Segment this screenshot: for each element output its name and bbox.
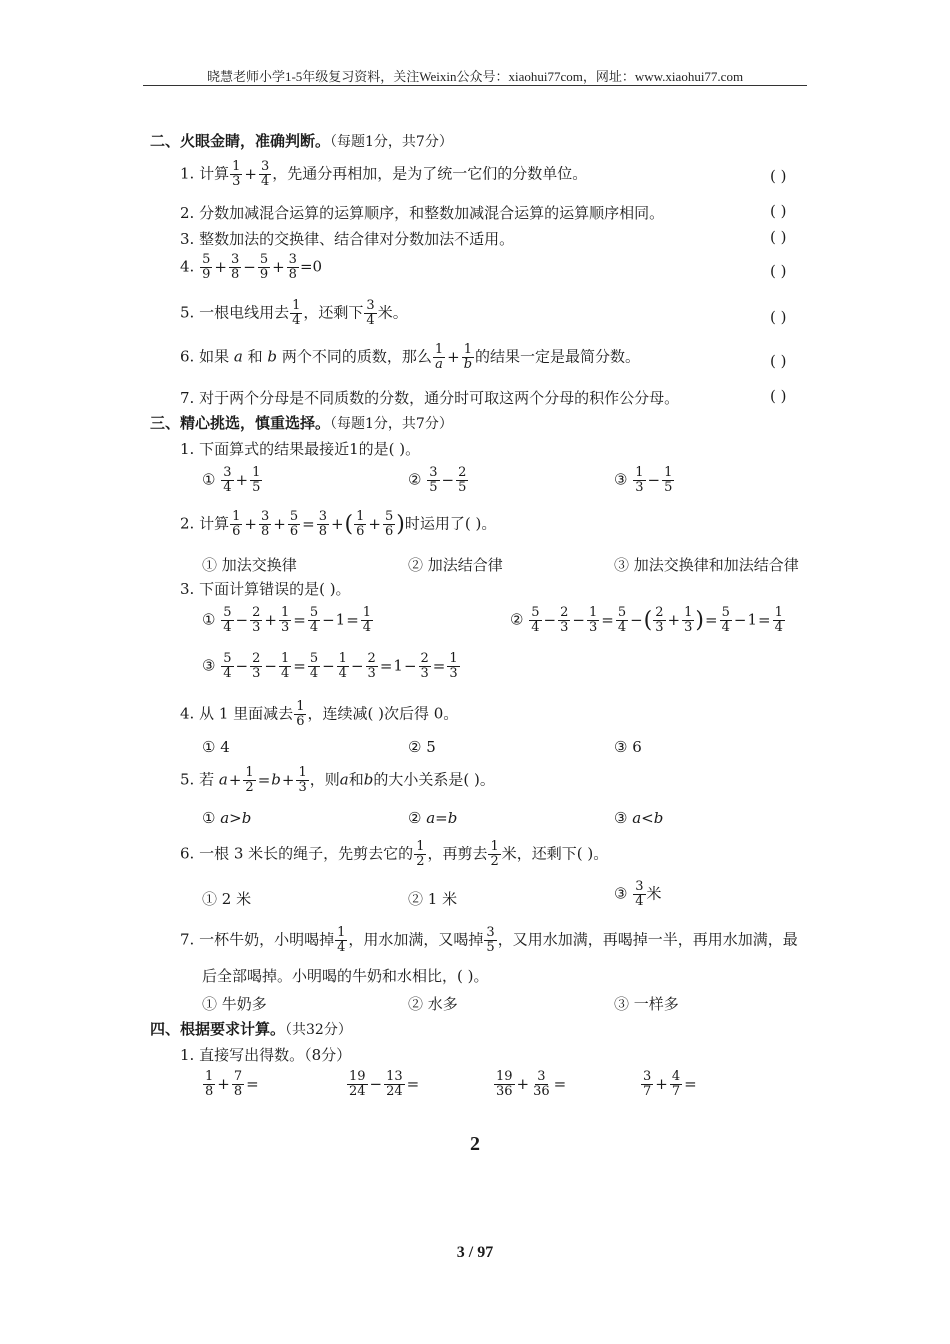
fraction bbox=[229, 253, 241, 282]
numerator: 1 bbox=[434, 342, 444, 357]
numerator: 1 bbox=[416, 839, 425, 854]
numerator: 4 bbox=[671, 1069, 681, 1084]
choice-question-3: 3. 下面计算错误的是( )。 bbox=[180, 580, 351, 598]
option-2[interactable]: ② $\frac{3}{5}$ − $\frac{2}{5}$ bbox=[408, 465, 467, 495]
section-2-title bbox=[150, 130, 453, 151]
answer-parentheses[interactable]: ( ) bbox=[770, 387, 787, 405]
option-marker: ③ bbox=[614, 809, 628, 827]
denominator: 2 bbox=[245, 780, 254, 795]
section-3-title-text: 三、精心挑选，慎重选择。 bbox=[150, 414, 331, 432]
denominator: 9 bbox=[259, 267, 269, 282]
answer-parentheses[interactable]: ( ) bbox=[770, 167, 787, 185]
option-text: a>b bbox=[220, 809, 252, 827]
denominator: 5 bbox=[458, 480, 467, 495]
option-marker: ② bbox=[408, 470, 422, 489]
denominator: b bbox=[463, 357, 473, 372]
numerator: 1 bbox=[298, 765, 307, 780]
oral-calc-2: $\frac{19}{24}$ − $\frac{13}{24}$ = bbox=[349, 1069, 420, 1099]
numerator: 1 bbox=[232, 509, 241, 524]
q-text: 如果 bbox=[199, 347, 230, 366]
header-divider bbox=[143, 85, 807, 86]
fraction: $\frac{5}{4}$ bbox=[223, 605, 232, 635]
fraction: $\frac{2}{3}$ bbox=[420, 651, 429, 681]
denominator: 6 bbox=[385, 524, 394, 539]
fraction: $\frac{5}{4}$ bbox=[309, 605, 319, 635]
numerator: 1 bbox=[635, 465, 644, 480]
q-text: 时运用了( )。 bbox=[404, 514, 497, 533]
q-text: ，先通分再相加，是为了统一它们的分数单位。 bbox=[272, 164, 588, 183]
answer-parentheses[interactable]: ( ) bbox=[770, 308, 787, 326]
denominator: 5 bbox=[664, 480, 673, 495]
fraction bbox=[250, 466, 262, 495]
numerator: 1 bbox=[337, 925, 346, 940]
fraction bbox=[462, 343, 474, 372]
numerator: 7 bbox=[233, 1069, 243, 1084]
fraction bbox=[383, 510, 395, 539]
denominator: 9 bbox=[202, 267, 211, 282]
option-1[interactable]: ① 4 bbox=[202, 738, 230, 756]
q-num: 7. bbox=[180, 930, 195, 949]
denominator: 3 bbox=[232, 174, 241, 189]
var-b: b bbox=[267, 347, 278, 366]
fraction bbox=[290, 299, 302, 328]
fraction: $\frac{2}{3}$ bbox=[252, 605, 261, 635]
option-text: a<b bbox=[632, 809, 664, 827]
numerator: 3 bbox=[366, 298, 375, 313]
option-1[interactable]: ① 牛奶多 bbox=[202, 995, 267, 1013]
option-1[interactable]: ① $\frac{5}{4}$ − $\frac{2}{3}$ + $\frac{1}{3}$ = $\frac{5}{4}$ −1= $\frac{1}{4}$ bbox=[202, 605, 372, 635]
denominator: 8 bbox=[318, 524, 327, 539]
judge-question-2: 2. 分数加减混合运算的运算顺序，和整数加减混合运算的运算顺序相同。 bbox=[180, 204, 665, 222]
section-3-title bbox=[150, 412, 453, 433]
numerator: 3 bbox=[260, 159, 270, 174]
q-text: 一根 3 米长的绳子，先剪去它的 bbox=[199, 844, 414, 863]
fraction bbox=[433, 343, 445, 372]
denominator: 6 bbox=[232, 524, 241, 539]
denominator: 3 bbox=[635, 480, 644, 495]
option-marker: ② bbox=[408, 809, 422, 827]
fraction: $\frac{2}{3}$ bbox=[655, 605, 664, 635]
q-num: 6. bbox=[180, 347, 195, 366]
q-text: =0 bbox=[299, 257, 323, 276]
oral-calc-4: $\frac{3}{7}$ + $\frac{4}{7}$ = bbox=[643, 1069, 697, 1099]
section-3-note: （每题1分，共7分） bbox=[330, 416, 453, 432]
fraction: $\frac{1}{3}$ bbox=[588, 605, 598, 635]
denominator: 8 bbox=[205, 1084, 214, 1099]
fraction bbox=[317, 510, 329, 539]
option-marker: ① bbox=[202, 809, 216, 827]
choice-question-4 bbox=[180, 700, 458, 729]
fraction bbox=[203, 1070, 215, 1099]
fraction bbox=[427, 466, 439, 495]
option-marker: ① bbox=[202, 470, 216, 489]
numerator: 3 bbox=[486, 925, 495, 940]
fraction bbox=[364, 299, 376, 328]
oral-calc-1: $\frac{1}{8}$ + $\frac{7}{8}$ = bbox=[205, 1069, 259, 1099]
numerator: 1 bbox=[296, 699, 305, 714]
numerator: 1 bbox=[356, 509, 365, 524]
fraction: $\frac{1}{3}$ bbox=[280, 605, 290, 635]
denominator: 6 bbox=[296, 714, 305, 729]
fraction bbox=[287, 253, 299, 282]
number: 1 bbox=[335, 610, 346, 629]
option-3[interactable]: ③ 一样多 bbox=[614, 995, 679, 1013]
fraction bbox=[384, 1070, 405, 1099]
denominator: 7 bbox=[643, 1084, 652, 1099]
numerator: 1 bbox=[490, 839, 499, 854]
fraction bbox=[230, 160, 242, 189]
denominator: 4 bbox=[260, 174, 270, 189]
fraction bbox=[232, 1070, 244, 1099]
denominator: 5 bbox=[429, 480, 438, 495]
fraction: $\frac{5}{4}$ bbox=[223, 651, 232, 681]
choice-question-1: 1. 下面算式的结果最接近1的是( )。 bbox=[180, 440, 421, 458]
section-2-title-text: 二、火眼金睛，准确判断。 bbox=[150, 132, 331, 150]
answer-parentheses[interactable]: ( ) bbox=[770, 228, 787, 246]
fraction bbox=[414, 840, 426, 869]
page-count: 3 / 97 bbox=[456, 1244, 494, 1261]
denominator: 8 bbox=[288, 267, 297, 282]
denominator: 6 bbox=[356, 524, 365, 539]
option-marker: ③ bbox=[614, 884, 628, 903]
fraction: $\frac{1}{3}$ bbox=[684, 605, 693, 635]
numerator: 1 bbox=[205, 1069, 214, 1084]
numerator: 3 bbox=[635, 879, 644, 894]
option-text: a=b bbox=[426, 809, 458, 827]
numerator: 5 bbox=[289, 509, 299, 524]
q-text: 米，还剩下( )。 bbox=[501, 844, 609, 863]
choice-question-2: 2. 计算 $\frac{1}{6}$ + $\frac{3}{8}$ + $\frac{5}{6}$ = $\frac{3}{8}$ +( $\frac{1}{6}$ + $\frac{5}{6}$ )时运用了( )。 bbox=[180, 509, 497, 539]
numerator: 1 bbox=[232, 159, 241, 174]
number: 1 bbox=[747, 610, 757, 629]
q-text: 两个不同的质数，那么 bbox=[281, 347, 432, 366]
fraction bbox=[296, 766, 308, 795]
fraction bbox=[259, 510, 271, 539]
fraction bbox=[230, 510, 242, 539]
number: 1 bbox=[393, 656, 403, 675]
q-text: ，连续减( )次后得 0。 bbox=[307, 704, 459, 723]
denominator: 4 bbox=[366, 313, 375, 328]
oral-calc-3: $\frac{19}{36}$ + $\frac{3}{36}$ = bbox=[496, 1069, 567, 1099]
choice-question-6 bbox=[180, 840, 608, 869]
judge-question-1: 1. 计算 $\frac{1}{3}$ + $\frac{3}{4}$ ，先通分再相加，是为了统一它们的分数单位。 bbox=[180, 159, 588, 189]
denominator: 2 bbox=[416, 854, 425, 869]
q-num: 2. bbox=[180, 514, 195, 533]
option-1[interactable] bbox=[202, 809, 251, 827]
fraction bbox=[258, 253, 270, 282]
fraction: $\frac{2}{3}$ bbox=[367, 651, 376, 681]
q-text: 的结果一定是最简分数。 bbox=[475, 347, 641, 366]
judge-question-3: 3. 整数加法的交换律、结合律对分数加法不适用。 bbox=[180, 230, 515, 248]
denominator: 4 bbox=[292, 313, 301, 328]
denominator: 24 bbox=[349, 1084, 366, 1099]
numerator: 3 bbox=[223, 465, 232, 480]
section-4-title bbox=[150, 1018, 352, 1039]
subsection-1-title: 1. 直接写出得数。（8分） bbox=[180, 1046, 352, 1064]
q-text: 一杯牛奶，小明喝掉 bbox=[199, 930, 335, 949]
option-3[interactable]: ③ $\frac{5}{4}$ − $\frac{2}{3}$ − $\frac{1}{4}$ = $\frac{5}{4}$ − $\frac{1}{4}$ − $\frac{2}{3}$ =1− $\frac{2}{3}$ = $\frac{1}{3}$ bbox=[202, 651, 458, 681]
numerator: 19 bbox=[349, 1069, 366, 1084]
fraction bbox=[347, 1070, 368, 1099]
option-3[interactable] bbox=[614, 809, 663, 827]
section-4-title-text: 四、根据要求计算。 bbox=[150, 1020, 286, 1038]
option-1[interactable]: ① 2 米 bbox=[202, 890, 252, 908]
option-2[interactable]: ② 5 bbox=[408, 738, 436, 756]
option-marker: ① bbox=[202, 610, 216, 629]
q-text: ，用水加满，又喝掉 bbox=[348, 930, 484, 949]
numerator: 19 bbox=[496, 1069, 513, 1084]
numerator: 1 bbox=[292, 298, 301, 313]
numerator: 5 bbox=[385, 509, 394, 524]
option-3[interactable]: ③ $\frac{1}{3}$ − $\frac{1}{5}$ bbox=[614, 465, 673, 495]
fraction bbox=[354, 510, 366, 539]
fraction bbox=[494, 1070, 515, 1099]
fraction bbox=[641, 1070, 653, 1099]
denominator: a bbox=[435, 357, 443, 372]
fraction bbox=[456, 466, 468, 495]
denominator: 5 bbox=[486, 940, 495, 955]
option-1[interactable]: ① 加法交换律 bbox=[202, 556, 297, 574]
q-text: 从 1 里面减去 bbox=[199, 704, 294, 723]
q-text: ，再剪去 bbox=[427, 844, 488, 863]
numerator: 1 bbox=[245, 765, 254, 780]
denominator: 4 bbox=[635, 894, 644, 909]
q-text: 米。 bbox=[377, 303, 408, 322]
fraction: $\frac{2}{3}$ bbox=[560, 605, 569, 635]
fraction: $\frac{1}{3}$ bbox=[449, 651, 458, 681]
q-text: 和 bbox=[348, 770, 364, 789]
section-4-note: （共32分） bbox=[285, 1022, 352, 1038]
denominator: 4 bbox=[223, 480, 232, 495]
numerator: 3 bbox=[643, 1069, 652, 1084]
option-marker: ② bbox=[510, 610, 524, 629]
fraction bbox=[633, 880, 645, 909]
option-2[interactable]: ② 加法结合律 bbox=[408, 556, 503, 574]
option-3[interactable]: ③ 6 bbox=[614, 738, 642, 756]
fraction: $\frac{5}{4}$ bbox=[721, 605, 730, 635]
denominator: 8 bbox=[260, 524, 270, 539]
numerator: 13 bbox=[386, 1069, 403, 1084]
judge-question-5 bbox=[180, 299, 408, 328]
var-a: a bbox=[233, 347, 243, 366]
numerator: 3 bbox=[537, 1069, 546, 1084]
fraction: $\frac{5}{4}$ bbox=[309, 651, 319, 681]
fraction bbox=[633, 466, 645, 495]
fraction bbox=[531, 1070, 552, 1099]
option-2[interactable]: ② 水多 bbox=[408, 995, 458, 1013]
q-text: 和 bbox=[247, 347, 263, 366]
q-num: 5. bbox=[180, 303, 195, 322]
fraction bbox=[484, 926, 496, 955]
section-2-note: （每题1分，共7分） bbox=[330, 134, 453, 150]
page-header: 晓慧老师小学1-5年级复习资料，关注Weixin公众号：xiaohui77com，网址：www.xiaohui77.com bbox=[206, 69, 744, 84]
q-text: 若 bbox=[199, 770, 215, 789]
q-text: ，则 bbox=[309, 770, 340, 789]
q-text: 的大小关系是( )。 bbox=[373, 770, 495, 789]
fraction bbox=[200, 253, 212, 282]
q-num: 4. bbox=[180, 257, 195, 276]
option-marker: ③ bbox=[202, 656, 216, 675]
fraction: $\frac{1}{4}$ bbox=[362, 605, 372, 635]
denominator: 8 bbox=[233, 1084, 243, 1099]
numerator: 1 bbox=[252, 465, 261, 480]
denominator: 5 bbox=[252, 480, 261, 495]
option-marker: ③ bbox=[614, 470, 628, 489]
fraction bbox=[670, 1070, 682, 1099]
numerator: 3 bbox=[260, 509, 270, 524]
denominator: 7 bbox=[671, 1084, 681, 1099]
option-2[interactable]: ② $\frac{5}{4}$ − $\frac{2}{3}$ − $\frac{1}{3}$ = $\frac{5}{4}$ −( $\frac{2}{3}$ + $\frac{1}{3}$ )= $\frac{5}{4}$ −1= $\frac{1}{4}$ bbox=[510, 605, 783, 635]
fraction: $\frac{5}{4}$ bbox=[531, 605, 540, 635]
q-text: ，又用水加满，再喝掉一半，再用水加满，最 bbox=[497, 930, 798, 949]
q-text: 一根电线用去 bbox=[199, 303, 290, 322]
judge-question-6: 6. 如果 a 和 b 两个不同的质数，那么 $\frac{1}{a}$ + $\frac{1}{b}$ 的结果一定是最简分数。 bbox=[180, 342, 641, 372]
var-a: a bbox=[339, 770, 349, 789]
fraction bbox=[294, 700, 306, 729]
fraction bbox=[662, 466, 674, 495]
q-num: 4. bbox=[180, 704, 195, 723]
denominator: 24 bbox=[386, 1084, 403, 1099]
numerator: 1 bbox=[664, 465, 673, 480]
denominator: 6 bbox=[289, 524, 299, 539]
q-num: 5. bbox=[180, 770, 195, 789]
fraction: $\frac{5}{4}$ bbox=[617, 605, 627, 635]
var-b: b bbox=[271, 770, 281, 789]
fraction: $\frac{1}{4}$ bbox=[280, 651, 290, 681]
numerator: 2 bbox=[458, 465, 467, 480]
option-3[interactable] bbox=[614, 880, 662, 909]
denominator: 2 bbox=[490, 854, 499, 869]
numerator: 3 bbox=[318, 509, 327, 524]
judge-question-7: 7. 对于两个分母是不同质数的分数，通分时可取这两个分母的积作公分母。 bbox=[180, 389, 680, 407]
numerator: 3 bbox=[230, 252, 240, 267]
fraction bbox=[259, 160, 271, 189]
denominator: 36 bbox=[496, 1084, 513, 1099]
fraction bbox=[335, 926, 347, 955]
q-num: 1. bbox=[180, 164, 195, 183]
page-number: 2 bbox=[470, 1133, 480, 1155]
answer-parentheses[interactable]: ( ) bbox=[770, 202, 787, 220]
q-num: 6. bbox=[180, 844, 195, 863]
answer-parentheses[interactable]: ( ) bbox=[770, 262, 787, 280]
q-text: 计算 bbox=[199, 514, 230, 533]
var-b: b bbox=[363, 770, 374, 789]
fraction bbox=[288, 510, 300, 539]
var-a: a bbox=[218, 770, 228, 789]
numerator: 1 bbox=[463, 342, 472, 357]
q-text: ，还剩下 bbox=[303, 303, 364, 322]
fraction bbox=[221, 466, 233, 495]
option-2[interactable]: ② 1 米 bbox=[408, 890, 458, 908]
option-1[interactable]: ① $\frac{3}{4}$ + $\frac{1}{5}$ bbox=[202, 465, 261, 495]
choice-question-7-line-2: 后全部喝掉。小明喝的牛奶和水相比，( )。 bbox=[202, 967, 489, 985]
option-2[interactable] bbox=[408, 809, 457, 827]
fraction bbox=[488, 840, 500, 869]
numerator: 3 bbox=[429, 465, 438, 480]
choice-question-5: 5. 若 a+ $\frac{1}{2}$ =b+ $\frac{1}{3}$ ，则a和b的大小关系是( )。 bbox=[180, 765, 495, 795]
denominator: 4 bbox=[337, 940, 346, 955]
denominator: 3 bbox=[298, 780, 307, 795]
q-text: 计算 bbox=[199, 164, 230, 183]
numerator: 5 bbox=[202, 252, 211, 267]
fraction: $\frac{1}{4}$ bbox=[774, 605, 783, 635]
denominator: 8 bbox=[230, 267, 240, 282]
answer-parentheses[interactable]: ( ) bbox=[770, 352, 787, 370]
denominator: 36 bbox=[533, 1084, 550, 1099]
choice-question-7 bbox=[180, 926, 798, 955]
option-3[interactable]: ③ 加法交换律和加法结合律 bbox=[614, 556, 799, 574]
fraction: $\frac{2}{3}$ bbox=[252, 651, 261, 681]
judge-question-4: 4. $\frac{5}{9}$ + $\frac{3}{8}$ − $\frac{5}{9}$ + $\frac{3}{8}$ =0 bbox=[180, 252, 323, 282]
fraction bbox=[243, 766, 255, 795]
numerator: 3 bbox=[288, 252, 297, 267]
unit: 米 bbox=[646, 884, 662, 903]
numerator: 5 bbox=[259, 252, 269, 267]
fraction: $\frac{1}{4}$ bbox=[338, 651, 347, 681]
